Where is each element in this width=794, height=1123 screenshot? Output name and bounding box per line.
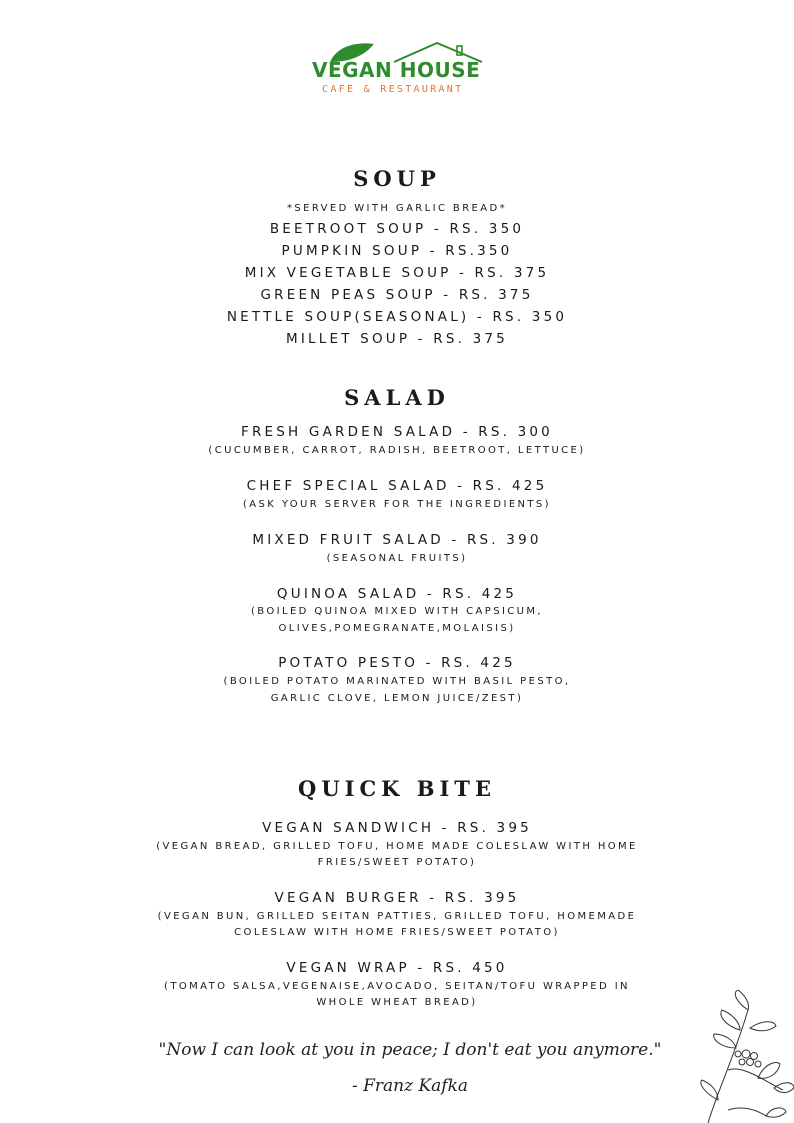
menu-item-description: (BOILED QUINOA MIXED WITH CAPSICUM, [250, 606, 544, 617]
menu-item: CHEF SPECIAL SALAD - RS. 425 [246, 478, 548, 494]
menu-item: MIXED FRUIT SALAD - RS. 390 [252, 532, 542, 548]
section-title-quick-bite: QUICK BITE [298, 776, 496, 801]
section-title-soup: SOUP [353, 166, 441, 191]
menu-item: MILLET SOUP - RS. 375 [286, 331, 508, 347]
logo-wordmark: VEGAN HOUSE [312, 58, 481, 82]
menu-item-description: FRIES/SWEET POTATO) [317, 857, 477, 868]
menu-item: QUINOA SALAD - RS. 425 [276, 586, 518, 602]
menu-item-description: COLESLAW WITH HOME FRIES/SWEET POTATO) [234, 927, 560, 938]
menu-item-description: (BOILED POTATO MARINATED WITH BASIL PESTO, [223, 676, 571, 687]
quote-text: "Now I can look at you in peace; I don't eat you anymore." [158, 1040, 662, 1060]
section-title-salad: SALAD [344, 385, 450, 410]
menu-item: PUMPKIN SOUP - RS.350 [281, 243, 513, 259]
menu-item-description: (CUCUMBER, CARROT, RADISH, BEETROOT, LETTUCE) [208, 445, 586, 456]
menu-item-description: (TOMATO SALSA,VEGENAISE,AVOCADO, SEITAN/TOFU WRAPPED IN [164, 981, 630, 992]
menu-item: NETTLE SOUP(SEASONAL) - RS. 350 [226, 309, 568, 325]
soup-note: *SERVED WITH GARLIC BREAD* [286, 203, 508, 214]
menu-item: MIX VEGETABLE SOUP - RS. 375 [244, 265, 550, 281]
plant-illustration [688, 990, 794, 1123]
menu-item: POTATO PESTO - RS. 425 [278, 655, 516, 671]
menu-item: VEGAN BURGER - RS. 395 [274, 890, 520, 906]
menu-item-description: (VEGAN BREAD, GRILLED TOFU, HOME MADE COLESLAW WITH HOME [156, 841, 638, 852]
logo-tagline: CAFE & RESTAURANT [322, 84, 464, 95]
menu-item-description: (SEASONAL FRUITS) [326, 553, 468, 564]
menu-item-description: GARLIC CLOVE, LEMON JUICE/ZEST) [270, 693, 524, 704]
menu-item-description: OLIVES,POMEGRANATE,MOLAISIS) [278, 623, 516, 634]
menu-item: GREEN PEAS SOUP - RS. 375 [260, 287, 534, 303]
menu-item: VEGAN WRAP - RS. 450 [286, 960, 508, 976]
menu-item: FRESH GARDEN SALAD - RS. 300 [241, 424, 553, 440]
menu-item-description: (ASK YOUR SERVER FOR THE INGREDIENTS) [243, 499, 551, 510]
logo [312, 40, 487, 102]
quote-author: - Franz Kafka [351, 1076, 469, 1096]
menu-item-description: WHOLE WHEAT BREAD) [316, 997, 478, 1008]
menu-item-description: (VEGAN BUN, GRILLED SEITAN PATTIES, GRILLED TOFU, HOMEMADE [157, 911, 637, 922]
menu-item: BEETROOT SOUP - RS. 350 [269, 221, 525, 237]
menu-item: VEGAN SANDWICH - RS. 395 [262, 820, 532, 836]
